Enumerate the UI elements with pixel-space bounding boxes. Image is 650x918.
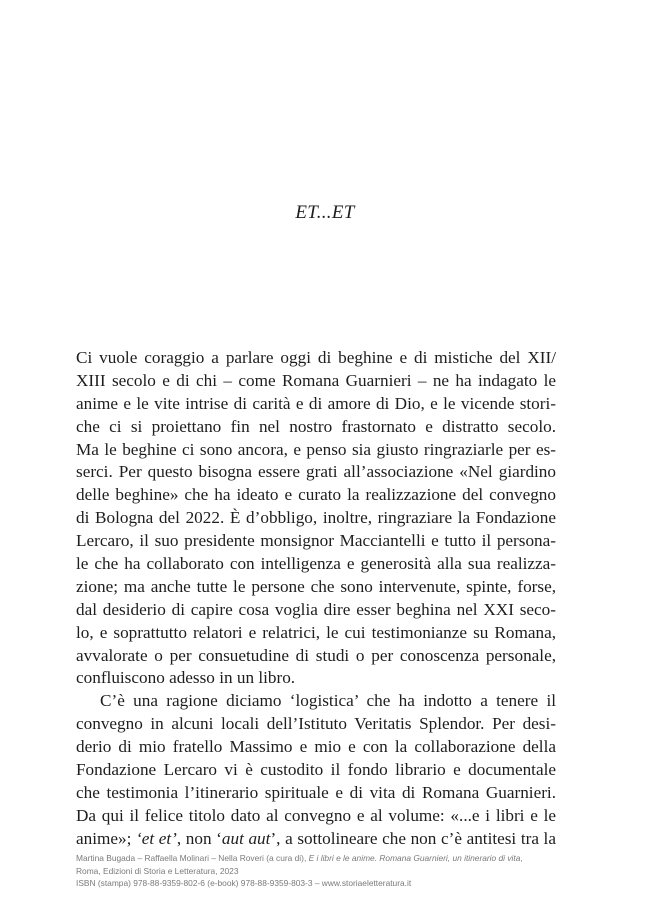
body-text: [76, 347, 556, 851]
text-line: Ci vuole coraggio a parlare oggi di beghine e di mistiche del XII/: [76, 348, 556, 367]
text-line: le che ha collaborato con intelligenza e generosità alla sua realizza-: [76, 554, 556, 574]
text-line: che ci si proiettano fin nel nostro frastornato e distratto secolo.: [76, 416, 556, 436]
text-line: confluiscono adesso in un libro.: [76, 668, 296, 688]
footer-punctuation: ,: [520, 853, 523, 863]
text-line: di Bologna del 2022. È d’obbligo, inoltre, ringraziare la Fondazione: [76, 508, 556, 528]
text-run: ’, a sottolineare che non c’è antitesi tra la: [270, 828, 556, 848]
text-line: convegno in alcuni locali dell’Istituto Veritatis Splendor. Per desi-: [76, 714, 556, 734]
paragraph-2: [76, 690, 556, 850]
text-line: Lercaro, il suo presidente monsignor Macciantelli e tutto il persona-: [76, 531, 556, 551]
footer-publisher: Roma, Edizioni di Storia e Letteratura, 2023: [76, 865, 239, 876]
italic-text: aut aut: [221, 828, 271, 848]
page-footer: [76, 852, 576, 890]
footer-book-title: E i libri e le anime. Romana Guarnieri, un itinerario di vita: [308, 853, 521, 863]
footer-citation: [76, 852, 576, 865]
text-line: derio di mio fratello Massimo e mio e con la collaborazione della: [76, 737, 556, 757]
text-line: delle beghine» che ha ideato e curato la realizzazione del convegno: [76, 485, 556, 505]
text-line: XIII secolo e di chi – come Romana Guarnieri – ne ha indagato le: [76, 370, 556, 390]
chapter-title: ET...ET: [295, 202, 355, 223]
text-line: Ma le beghine ci sono ancora, e penso sia giusto ringraziarle per es-: [76, 439, 556, 459]
text-line: che testimonia l’itinerario spirituale e di vita di Romana Guarnieri.: [76, 782, 556, 802]
text-line: anime e le vite intrise di carità e di amore di Dio, e le vicende stori-: [76, 393, 556, 413]
text-run: , non ‘: [176, 828, 222, 848]
text-line: lo, e soprattutto relatori e relatrici, le cui testimonianze su Romana,: [76, 622, 556, 642]
text-line: dal desiderio di capire cosa voglia dire esser beghina nel XXI seco-: [76, 599, 556, 619]
text-run: anime»;: [76, 828, 136, 848]
text-line: zione; ma anche tutte le persone che sono intervenute, spinte, forse,: [76, 576, 556, 596]
text-line: Da qui il felice titolo dato al convegno e al volume: «...e i libri e le: [76, 805, 556, 825]
paragraph-1: [76, 347, 556, 690]
text-line: serci. Per questo bisogna essere grati all’associazione «Nel giardino: [76, 462, 556, 482]
text-line: avvalorate o per consuetudine di studi o per conoscenza personale,: [76, 645, 556, 665]
italic-text: ‘et et’: [135, 828, 177, 848]
footer-isbn: ISBN (stampa) 978-88-9359-802-6 (e-book) 978-88-9359-803-3 – www.storiaeletteratura.it: [76, 878, 412, 888]
text-line: [76, 828, 556, 851]
text-line: C’è una ragione diciamo ‘logistica’ che ha indotto a tenere il: [100, 691, 556, 711]
footer-authors: Martina Bugada – Raffaella Molinari – Nella Roveri (a cura di),: [76, 853, 309, 863]
text-line: Fondazione Lercaro vi è custodito il fondo librario e documentale: [76, 760, 556, 780]
